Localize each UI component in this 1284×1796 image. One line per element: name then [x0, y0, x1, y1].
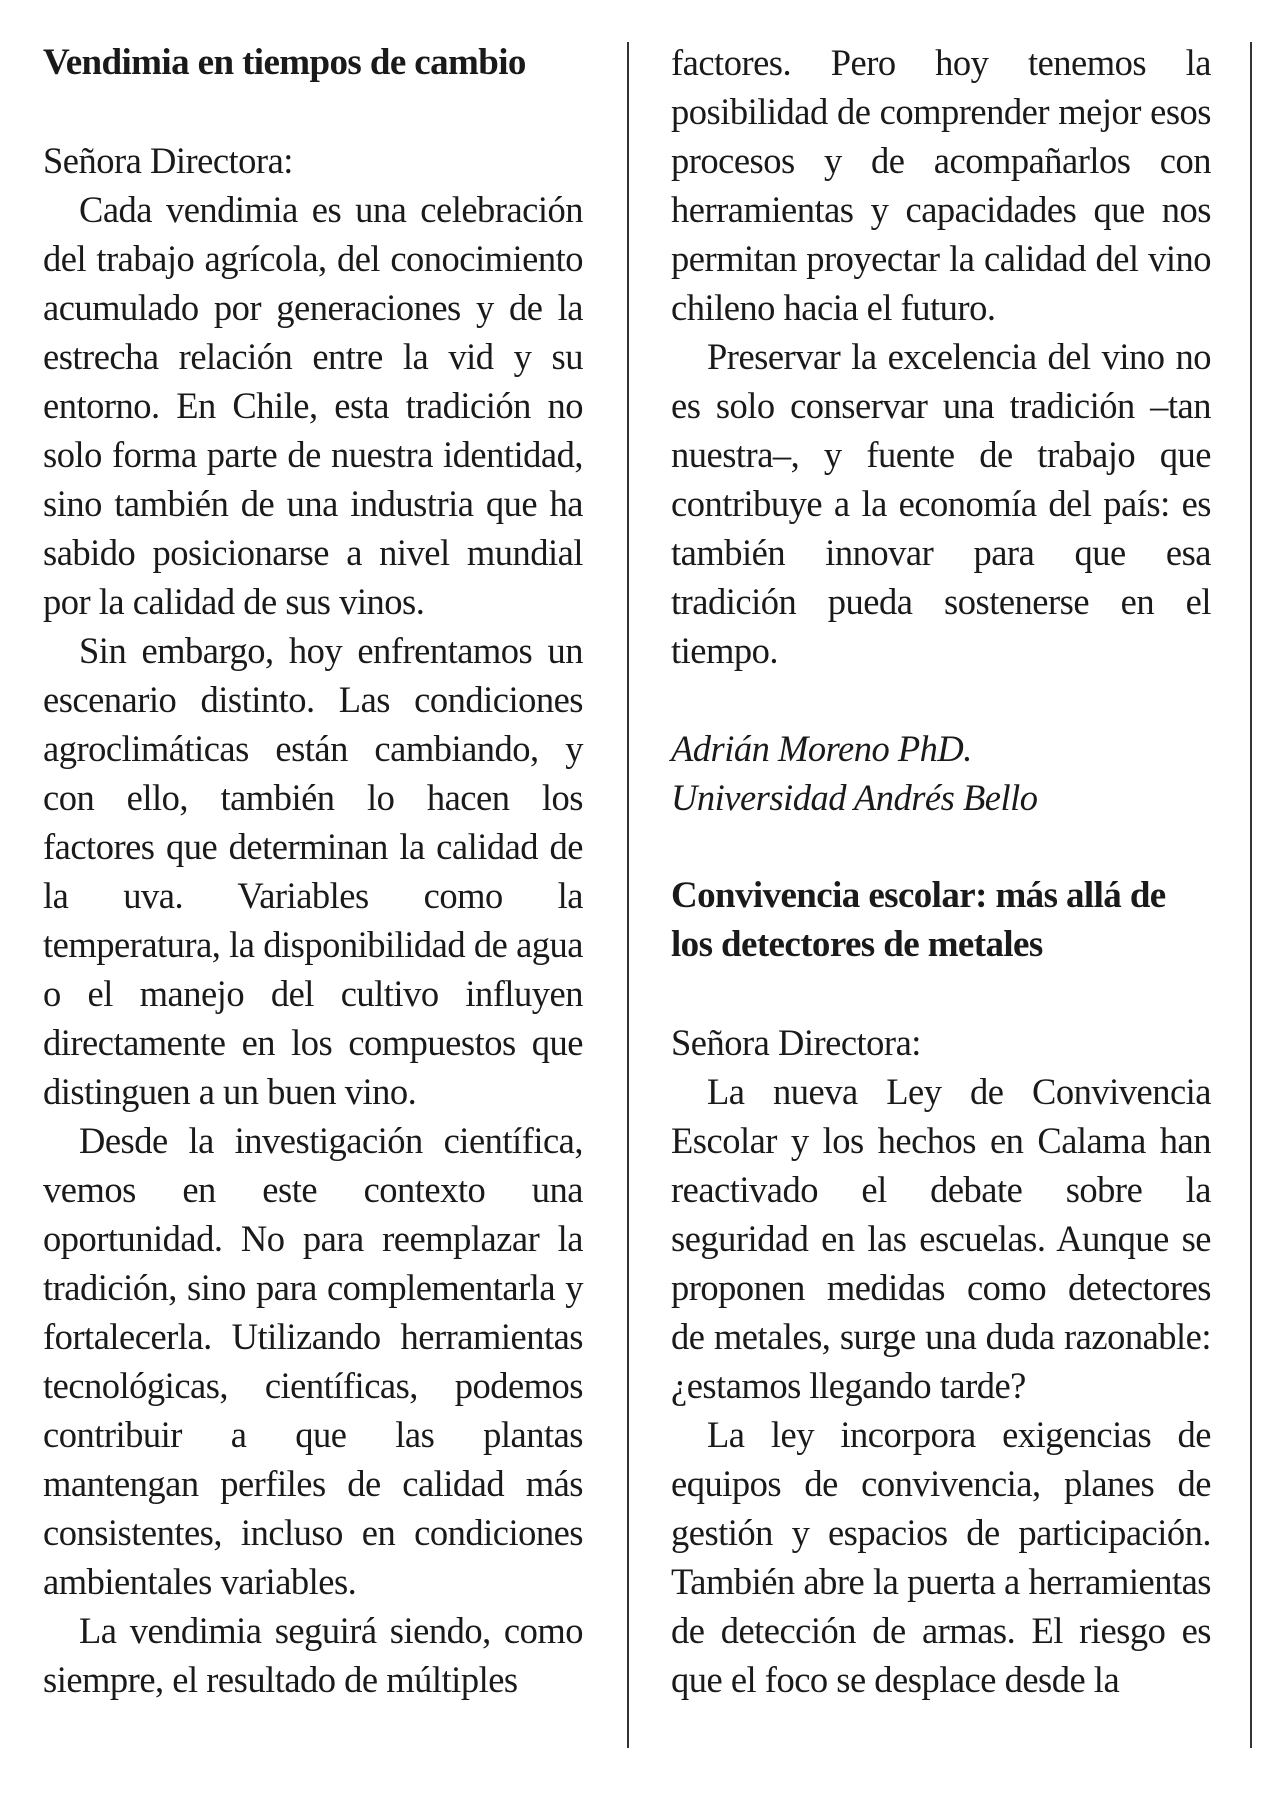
- letter-paragraph: Sin embargo, hoy enfrentamos un escenario distinto. Las condiciones agroclimáticas están cambiando, y con ello, también lo hacen los factores que determinan la calidad de la uva. Variables como la temperatura, la disponibilidad de agua o el manejo del cultivo influyen directamente en los compuestos que distinguen a un buen vino.: [43, 630, 583, 1112]
- signature-affiliation: Universidad Andrés Bello: [671, 777, 1038, 818]
- column-divider: [627, 42, 629, 1748]
- letter-paragraph: La ley incorpora exigencias de equipos de convivencia, planes de gestión y espacios de participación. También abre la puerta a herramientas de detección de armas. El riesgo es que el foco se desplace desde la: [671, 1414, 1211, 1700]
- letter-paragraph-continued: factores. Pero hoy tenemos la posibilidad de comprender mejor esos procesos y de acompañarlos con herramientas y capacidades que nos permitan proyectar la calidad del vino chileno hacia el futuro.: [671, 42, 1211, 328]
- column-divider-right: [1250, 42, 1252, 1748]
- letter-title: Convivencia escolar: más allá de los detectores de metales: [671, 875, 1166, 965]
- letter-salutation: Señora Directora:: [43, 140, 293, 181]
- left-column: [43, 38, 583, 1704]
- letter-paragraph: Cada vendimia es una celebración del trabajo agrícola, del conocimiento acumulado por generaciones y de la estrecha relación entre la vid y su entorno. En Chile, esta tradición no solo forma parte de nuestra identidad, sino también de una industria que ha sabido posicionarse a nivel mundial por la calidad de sus vinos.: [43, 189, 583, 622]
- right-column: [671, 38, 1211, 1704]
- letter-paragraph: Desde la investigación científica, vemos en este contexto una oportunidad. No para reemplazar la tradición, sino para complementarla y fortalecerla. Utilizando herramientas tecnológicas, científicas, podemos contribuir a que las plantas mantengan perfiles de calidad más consistentes, incluso en condiciones ambientales variables.: [43, 1120, 583, 1602]
- letter-title: Vendimia en tiempos de cambio: [43, 42, 526, 83]
- letter-paragraph: La vendimia seguirá siendo, como siempre, el resultado de múltiples: [43, 1610, 583, 1700]
- letter-paragraph: Preservar la excelencia del vino no es solo conservar una tradición –tan nuestra–, y fuente de trabajo que contribuye a la economía del país: es también innovar para que esa tradición pueda sostenerse en el tiempo.: [671, 336, 1211, 671]
- letter-salutation: Señora Directora:: [671, 1022, 921, 1063]
- letter-paragraph: La nueva Ley de Convivencia Escolar y los hechos en Calama han reactivado el debate sobre la seguridad en las escuelas. Aunque se proponen medidas como detectores de metales, surge una duda razonable: ¿estamos llegando tarde?: [671, 1071, 1211, 1406]
- signature-name: Adrián Moreno PhD.: [671, 728, 972, 769]
